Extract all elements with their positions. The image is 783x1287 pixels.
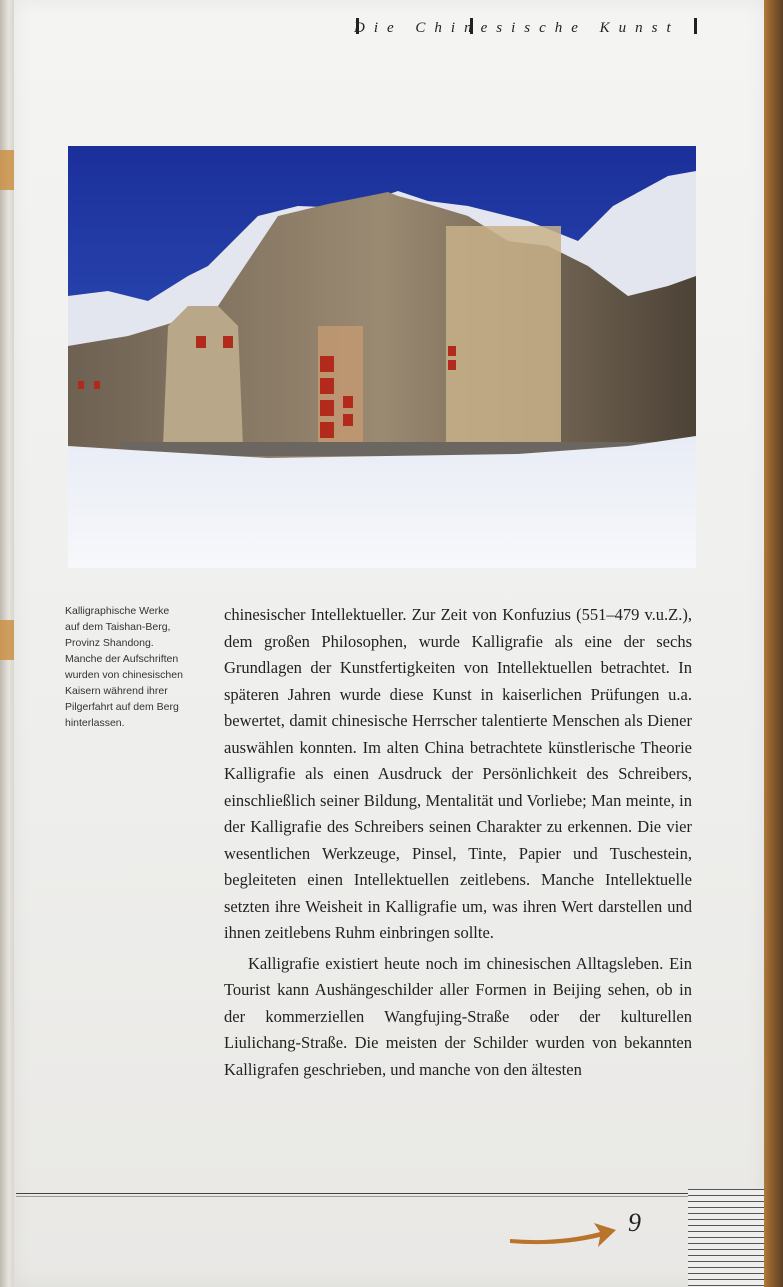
edge-marker: [0, 620, 14, 660]
stone-stele: [163, 306, 243, 446]
page-number: 9: [628, 1208, 641, 1237]
photo-caption: [65, 603, 215, 731]
header-tick: [694, 18, 697, 34]
running-header: [340, 18, 700, 42]
caption-line: Kaisern während ihrer: [65, 685, 168, 697]
edge-marker: [0, 150, 14, 190]
footer-rule: [16, 1193, 688, 1194]
book-edge-right: [761, 0, 783, 1287]
arrow-right-icon: [508, 1215, 618, 1249]
caption-line: auf dem Taishan-Berg,: [65, 621, 171, 633]
inscribed-rock-panel: [446, 226, 561, 456]
caption-line: wurden von chinesischen: [65, 669, 183, 681]
caption-line: Kalligraphische Werke: [65, 605, 170, 617]
footer-rule: [16, 1196, 688, 1197]
corner-stripes: [688, 1189, 764, 1287]
body-text: [224, 602, 692, 1083]
caption-line: hinterlassen.: [65, 717, 125, 729]
paragraph: chinesischer Intellektueller. Zur Zeit von Konfuzius (551–479 v.u.Z.), dem großen Philosophen, wurde Kalligrafie als eine der sechs Grundlagen der Kunstfertigkeiten von Intellektuellen betrachtet. In späteren Jahren wurde diese Kunst in kaiserlichen Prüfungen u.a. bewertet, damit chinesische Herrscher talentierte Menschen als Diener auswählen konnten. Im alten China betrachtete künstlerische Theorie Kalligrafie als einen Ausdruck der Persönlichkeit des Schreibers, einschließlich seiner Bildung, Mentalität und Vorliebe; Man meinte, in der Kalligrafie des Schreibers seinen Charakter zu erkennen. Die vier wesentlichen Werkzeuge, Pinsel, Tinte, Papier und Tuschestein, begleiteten einen Intellektuellen zeitlebens. Manche Intellektuelle setzten ihre Weisheit in Kalligrafie um, was ihren Wert darstellen und ihnen zeitlebens Ruhm einbringen sollte.: [224, 605, 692, 942]
caption-line: Manche der Aufschriften: [65, 653, 179, 665]
caption-line: Provinz Shandong.: [65, 637, 154, 649]
header-title: Die Chinesische Kunst: [354, 20, 680, 36]
taishan-photo: [68, 146, 696, 568]
caption-line: Pilgerfahrt auf dem Berg: [65, 701, 179, 713]
paragraph: Kalligrafie existiert heute noch im chinesischen Alltagsleben. Ein Tourist kann Aushängeschilder aller Formen in Beijing sehen, ob in der kommerziellen Wangfujing-Straße oder der kulturellen Liulichang-Straße. Die meisten der Schilder wurden von bekannten Kalligrafen geschrieben, und manche von den ältesten: [224, 953, 692, 1079]
photo-illustration: [68, 146, 696, 568]
